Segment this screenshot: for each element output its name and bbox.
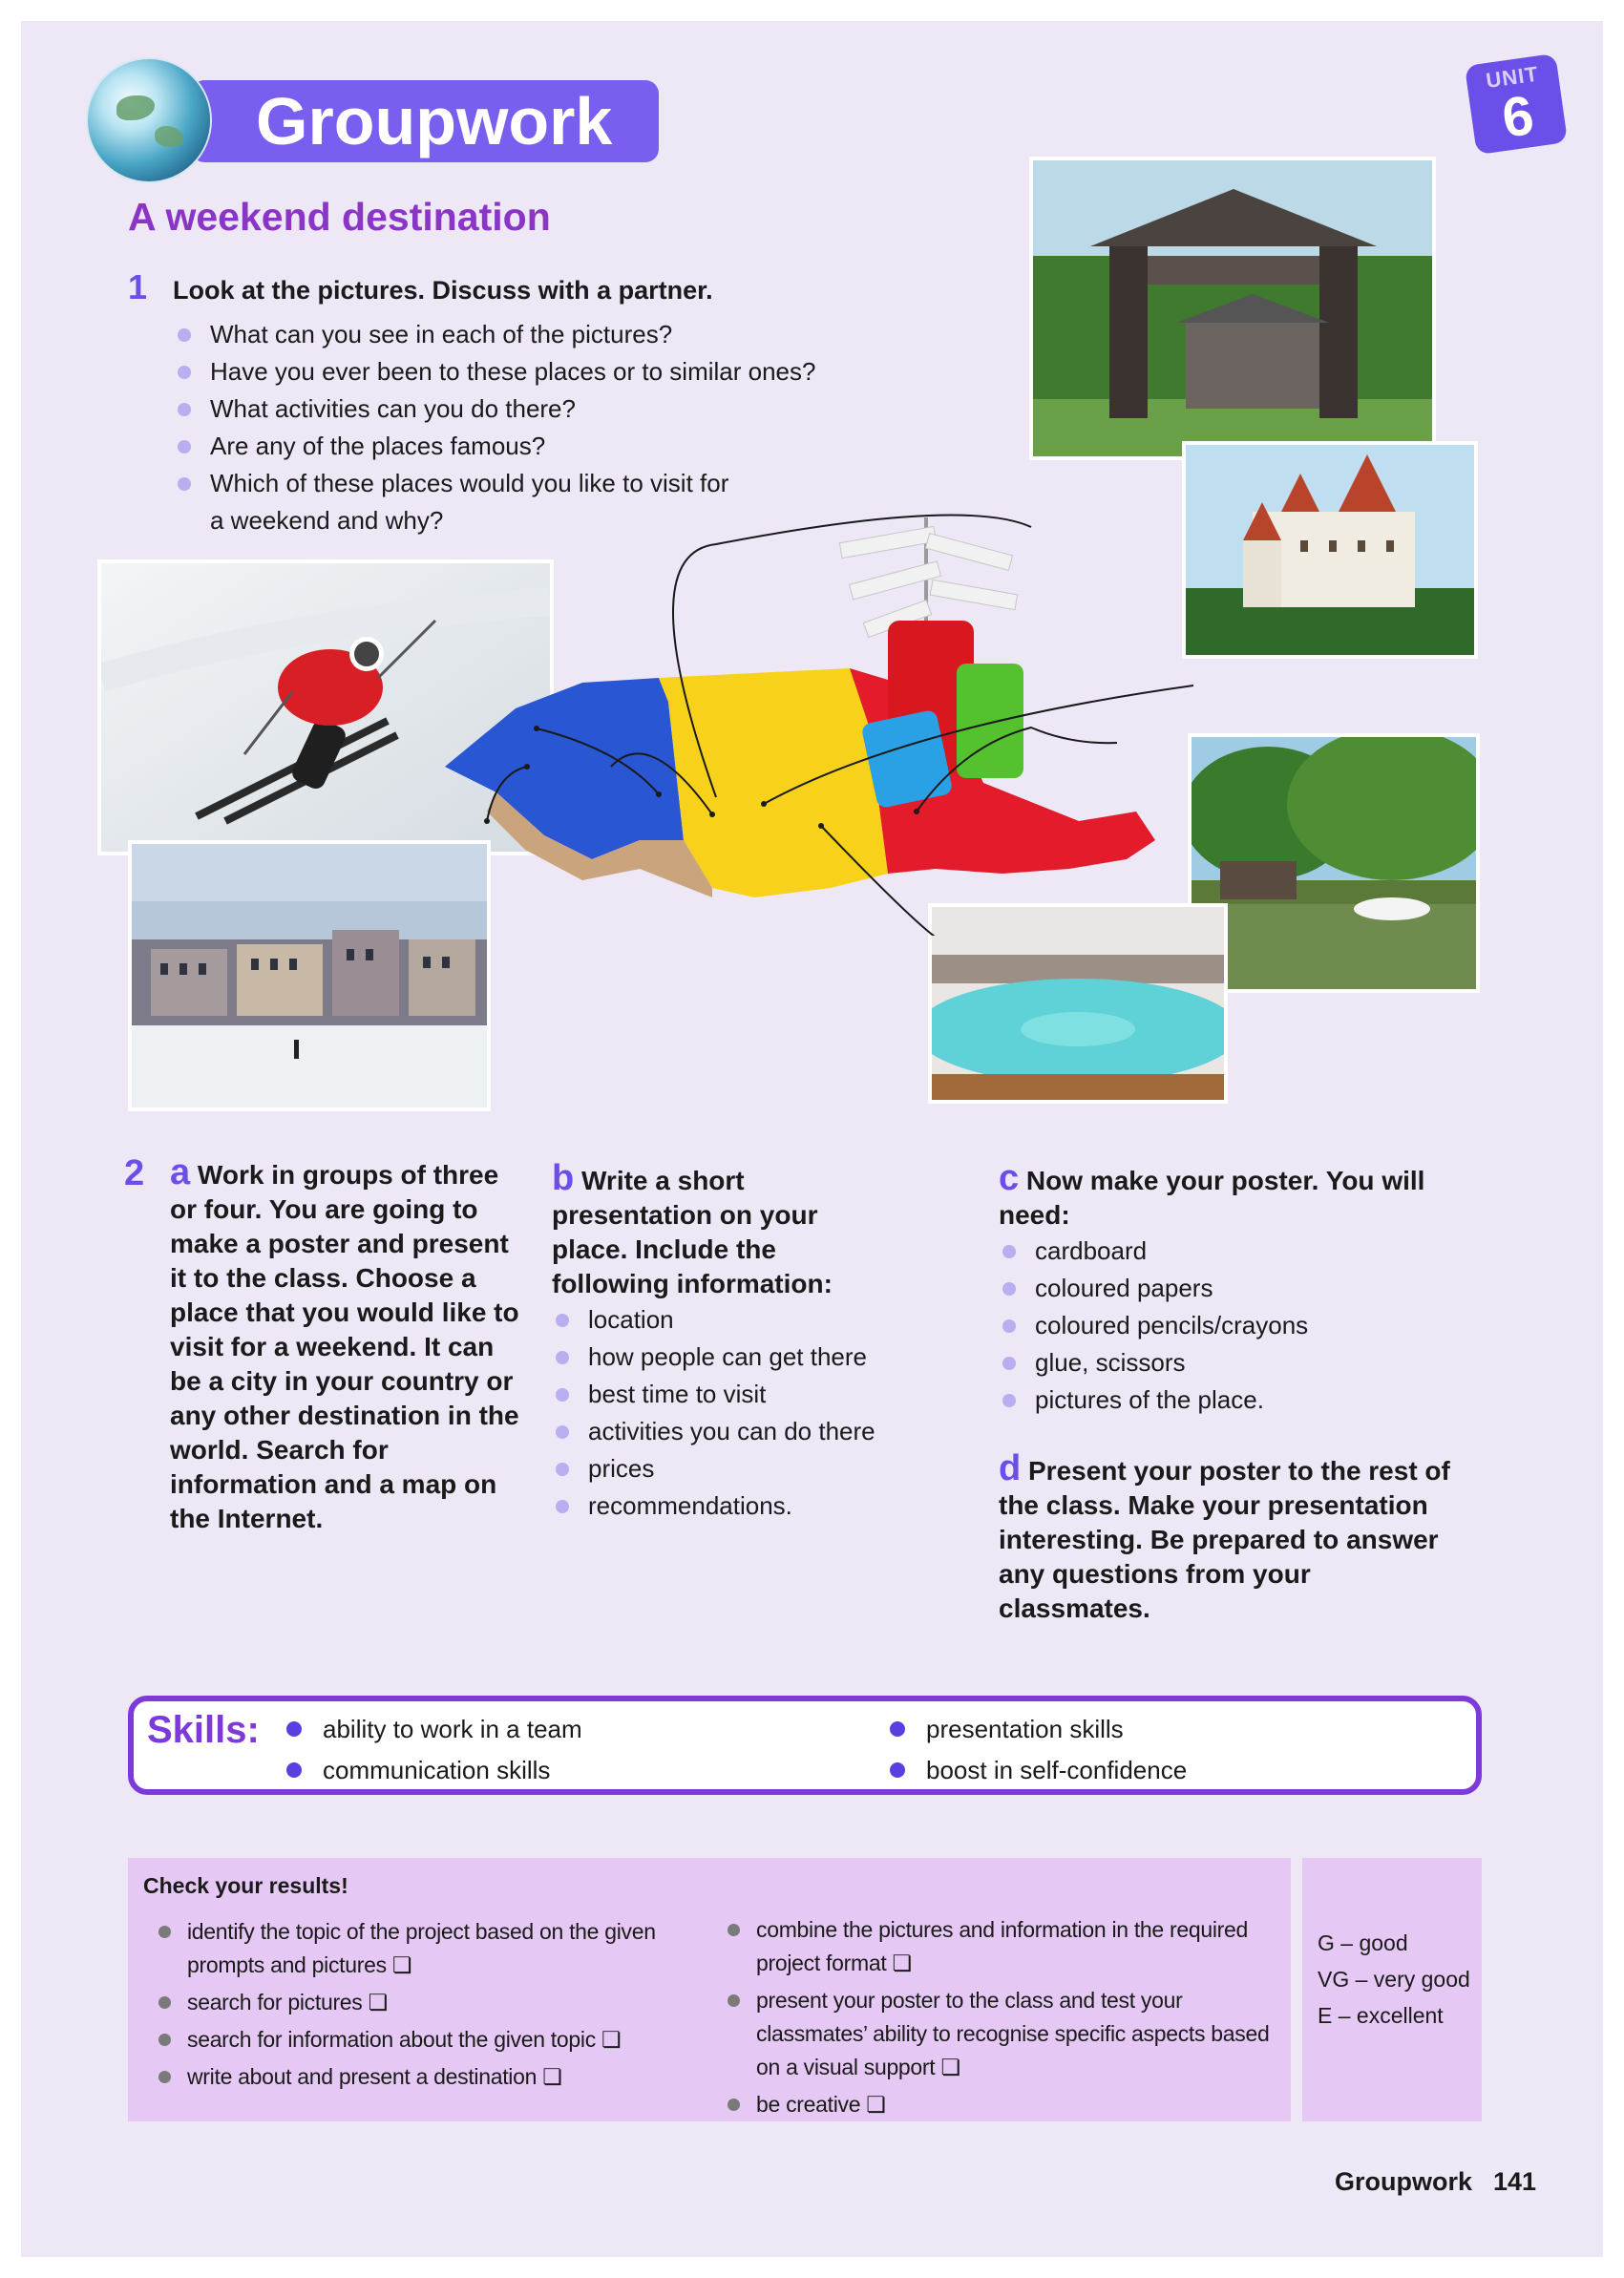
task-2c (999, 1158, 1466, 1419)
list-item: What activities can you do there? (174, 390, 899, 428)
check-list-1 (143, 1915, 678, 2094)
list-item: present your poster to the class and test your classmates’ ability to recognise specific aspects based on a visual support ❏ (712, 1984, 1285, 2084)
wooden-gate-photo (1029, 157, 1436, 460)
list-item: Which of these places would you like to visit for a weekend and why? (174, 465, 745, 539)
part-letter-a: a (170, 1152, 191, 1192)
part-letter-c: c (999, 1158, 1020, 1198)
list-item: ability to work in a team (283, 1709, 582, 1750)
list-item: cardboard (999, 1233, 1466, 1270)
legend-item: G – good (1318, 1930, 1408, 1955)
section-subtitle: A weekend destination (128, 195, 551, 239)
castle-photo (1182, 441, 1478, 659)
task-2b (552, 1158, 896, 1525)
list-item: be creative ❏ (712, 2088, 1285, 2121)
task-2c-list (999, 1233, 1466, 1419)
list-item: coloured pencils/crayons (999, 1307, 1466, 1344)
list-item: search for information about the given topic ❏ (143, 2023, 678, 2057)
list-item: search for pictures ❏ (143, 1986, 678, 2019)
task-2a-text: Work in groups of three or four. You are going to make a poster and present it to the class. Choose a place that you would like to visit for a weekend. It can be a city in your country or any other destination in the world. Search for information and a map on the Internet. (170, 1160, 519, 1533)
legend-item: E – excellent (1318, 2003, 1444, 2028)
list-item: prices (552, 1450, 896, 1487)
list-item: presentation skills (886, 1709, 1187, 1750)
list-item: activities you can do there (552, 1413, 896, 1450)
list-item: coloured papers (999, 1270, 1466, 1307)
list-item: write about and present a destination ❏ (143, 2060, 678, 2094)
unit-number: 6 (1498, 83, 1538, 150)
task-2a (170, 1152, 523, 1536)
page-title: Groupwork (256, 84, 613, 158)
check-results-title: Check your results! (143, 1873, 348, 1898)
unit-badge (1465, 53, 1568, 155)
delta-lake-photo (1188, 733, 1480, 993)
map-illustration (430, 439, 1193, 936)
list-item: pictures of the place. (999, 1382, 1466, 1419)
list-item: boost in self-confidence (886, 1750, 1187, 1791)
list-item: combine the pictures and information in the required project format ❏ (712, 1913, 1285, 1980)
task-2b-text: Write a short presentation on your place. Include the following information: (552, 1166, 833, 1298)
list-item: recommendations. (552, 1487, 896, 1525)
task-2d-text: Present your poster to the rest of the class. Make your presentation interesting. Be prepared to answer any questions from your classmates. (999, 1456, 1450, 1623)
legend-item: VG – very good (1318, 1967, 1470, 1992)
page-footer (1335, 2167, 1536, 2197)
footer-section: Groupwork (1335, 2167, 1473, 2196)
task-2c-text: Now make your poster. You will need: (999, 1166, 1425, 1230)
task-number-2: 2 (124, 1153, 145, 1193)
task-1-heading: Look at the pictures. Discuss with a partner. (173, 276, 713, 305)
part-letter-b: b (552, 1158, 575, 1198)
list-item: how people can get there (552, 1339, 896, 1376)
list-item: Are any of the places famous? (174, 428, 899, 465)
skills-label: Skills: (147, 1709, 260, 1751)
check-list-2 (712, 1913, 1285, 2121)
unit-label: UNIT (1484, 61, 1541, 94)
skills-list-1 (283, 1709, 582, 1791)
list-item: communication skills (283, 1750, 582, 1791)
list-item: location (552, 1301, 896, 1339)
globe-icon (88, 59, 210, 181)
list-item: glue, scissors (999, 1344, 1466, 1382)
list-item: best time to visit (552, 1376, 896, 1413)
task-number-1: 1 (128, 267, 148, 306)
list-item: What can you see in each of the pictures? (174, 316, 899, 353)
page-number: 141 (1493, 2167, 1537, 2196)
part-letter-d: d (999, 1448, 1022, 1488)
grading-legend (1318, 1925, 1470, 2034)
list-item: identify the topic of the project based on the given prompts and pictures ❏ (143, 1915, 678, 1982)
skills-list-2 (886, 1709, 1187, 1791)
list-item: Have you ever been to these places or to similar ones? (174, 353, 899, 390)
task-2d (999, 1448, 1466, 1626)
task-2b-list (552, 1301, 896, 1525)
